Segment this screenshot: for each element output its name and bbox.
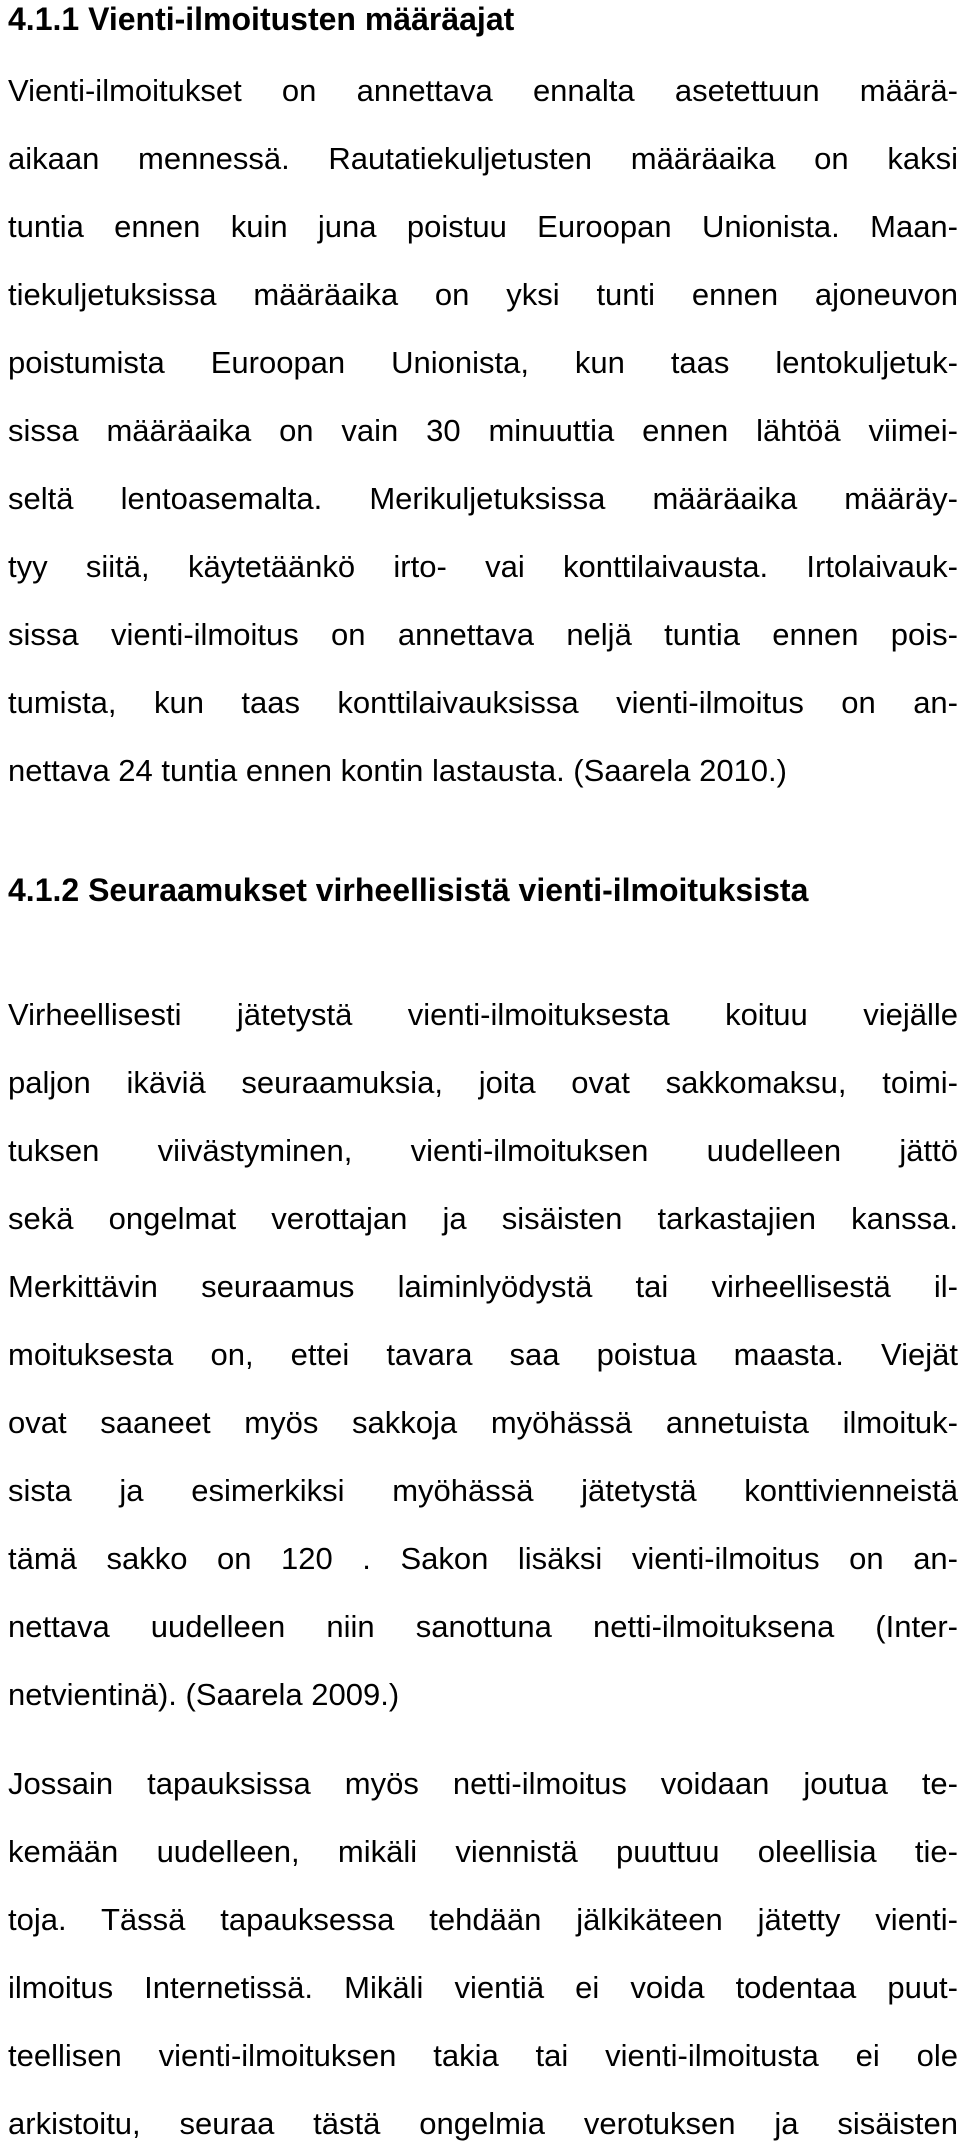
text-line: ovat saaneet myös sakkoja myöhässä annetuista ilmoituk- xyxy=(8,1405,958,1440)
text-line: tiekuljetuksissa määräaika on yksi tunti ennen ajoneuvon xyxy=(8,277,958,312)
text-line: tuksen viivästyminen, vienti-ilmoituksen uudelleen jättö xyxy=(8,1133,958,1168)
text-line: ilmoitus Internetissä. Mikäli vientiä ei voida todentaa puut- xyxy=(8,1970,958,2005)
text-line: tumista, kun taas konttilaivauksissa vienti-ilmoitus on an- xyxy=(8,685,958,720)
text-line: nettava uudelleen niin sanottuna netti-ilmoituksena (Inter- xyxy=(8,1609,958,1644)
text-line: nettava 24 tuntia ennen kontin lastausta. (Saarela 2010.) xyxy=(8,753,787,788)
text-line: toja. Tässä tapauksessa tehdään jälkikäteen jätetty vienti- xyxy=(8,1902,958,1937)
text-line: poistumista Euroopan Unionista, kun taas lentokuljetuk- xyxy=(8,345,958,380)
section-heading-4-1-2: 4.1.2 Seuraamukset virheellisistä vienti-ilmoituksista xyxy=(8,872,809,908)
text-line: teellisen vienti-ilmoituksen takia tai vienti-ilmoitusta ei ole xyxy=(8,2038,958,2073)
text-line: tämä sakko on 120 . Sakon lisäksi vienti-ilmoitus on an- xyxy=(8,1541,958,1576)
text-line: sista ja esimerkiksi myöhässä jätetystä konttivienneistä xyxy=(8,1473,958,1508)
text-line: tyy siitä, käytetäänkö irto- vai konttilaivausta. Irtolaivauk- xyxy=(8,549,958,584)
text-line: netvientinä). (Saarela 2009.) xyxy=(8,1677,400,1712)
section-heading-4-1-1: 4.1.1 Vienti-ilmoitusten määräajat xyxy=(8,1,515,37)
text-line: aikaan mennessä. Rautatiekuljetusten määräaika on kaksi xyxy=(8,141,958,176)
text-line: tuntia ennen kuin juna poistuu Euroopan Unionista. Maan- xyxy=(8,209,958,244)
text-line: seltä lentoasemalta. Merikuljetuksissa määräaika määräy- xyxy=(8,481,958,516)
text-line: Virheellisesti jätetystä vienti-ilmoituksesta koituu viejälle xyxy=(8,997,958,1032)
text-line: arkistoitu, seuraa tästä ongelmia verotuksen ja sisäisten xyxy=(8,2106,958,2141)
text-line: Jossain tapauksissa myös netti-ilmoitus voidaan joutua te- xyxy=(8,1766,958,1801)
text-line: sekä ongelmat verottajan ja sisäisten tarkastajien kanssa. xyxy=(8,1201,958,1236)
text-line: paljon ikäviä seuraamuksia, joita ovat sakkomaksu, toimi- xyxy=(8,1065,958,1100)
text-line: kemään uudelleen, mikäli viennistä puuttuu oleellisia tie- xyxy=(8,1834,958,1869)
text-line: Merkittävin seuraamus laiminlyödystä tai virheellisestä il- xyxy=(8,1269,958,1304)
text-line: sissa määräaika on vain 30 minuuttia ennen lähtöä viimei- xyxy=(8,413,958,448)
text-line: moituksesta on, ettei tavara saa poistua maasta. Viejät xyxy=(8,1337,958,1372)
text-line: Vienti-ilmoitukset on annettava ennalta asetettuun määrä- xyxy=(8,73,958,108)
text-line: sissa vienti-ilmoitus on annettava neljä tuntia ennen pois- xyxy=(8,617,958,652)
